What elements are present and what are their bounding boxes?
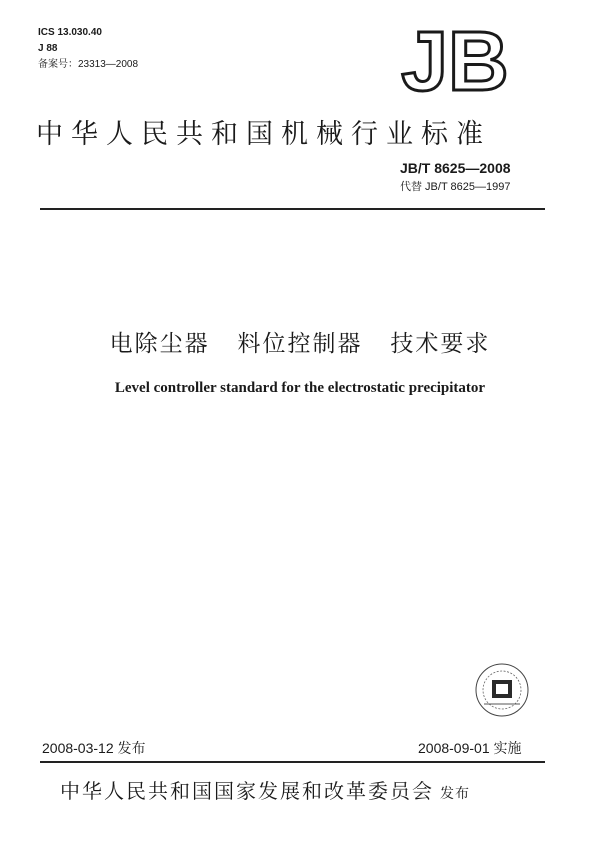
- issue-date: 2008-03-12 发布: [42, 740, 146, 756]
- document-title-en: Level controller standard for the electrostatic precipitator: [114, 380, 486, 396]
- j-code: J 88: [38, 43, 58, 54]
- top-rule: [40, 208, 545, 210]
- issuer-suffix: 发布: [440, 786, 470, 802]
- record-number: 备案号：23313—2008: [38, 59, 139, 70]
- ics-code: ICS 13.030.40: [38, 27, 102, 38]
- document-title-cn: 电除尘器 料位控制器 技术要求: [109, 331, 491, 357]
- implementation-date: 2008-09-01 实施: [418, 740, 522, 756]
- standard-number: JB/T 8625—2008: [400, 160, 511, 176]
- issuer-name: 中华人民共和国国家发展和改革委员会: [60, 779, 434, 803]
- issuing-authority: [60, 775, 470, 804]
- jb-logo: [385, 20, 525, 100]
- jb-logo-text: JB: [401, 20, 509, 100]
- industry-standard-title: 中华人民共和国机械行业标准: [36, 119, 491, 150]
- publisher-seal-icon: [472, 660, 532, 720]
- bottom-rule: [40, 761, 545, 763]
- replaces-standard: 代替 JB/T 8625—1997: [400, 181, 511, 193]
